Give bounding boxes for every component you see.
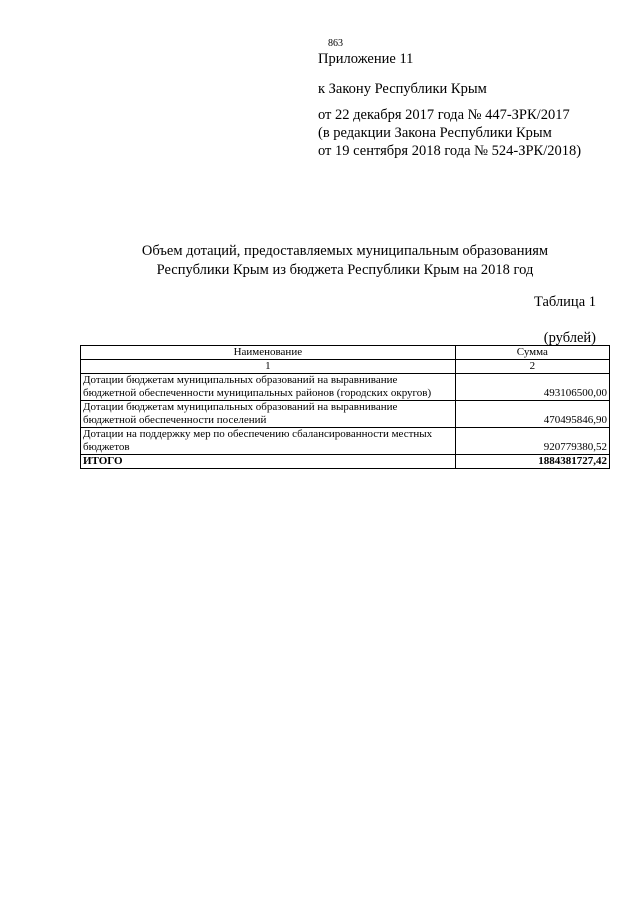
total-label: ИТОГО (81, 455, 456, 469)
page-number: 863 (328, 38, 343, 49)
row-name: Дотации на поддержку мер по обеспечению сбалансированности местных бюджетов (81, 428, 456, 455)
table-row (81, 401, 610, 428)
row-sum: 920779380,52 (455, 428, 609, 455)
table-row (81, 374, 610, 401)
annex-title: Приложение 11 (318, 51, 414, 67)
row-sum: 493106500,00 (455, 374, 609, 401)
annex-law-date: от 22 декабря 2017 года № 447-ЗРК/2017 (318, 107, 570, 123)
annex-revision-date: от 19 сентября 2018 года № 524-ЗРК/2018) (318, 143, 582, 159)
column-index-2: 2 (455, 360, 609, 374)
units-label: (рублей) (543, 330, 596, 346)
column-header-name: Наименование (81, 346, 456, 360)
table-row (81, 428, 610, 455)
table-header-row (81, 346, 610, 360)
row-name: Дотации бюджетам муниципальных образований на выравнивание бюджетной обеспеченности муниципальных районов (городских округов) (81, 374, 456, 401)
table-label: Таблица 1 (533, 294, 596, 310)
total-sum: 1884381727,42 (455, 455, 609, 469)
annex-revision-note: (в редакции Закона Республики Крым (318, 125, 552, 141)
row-sum: 470495846,90 (455, 401, 609, 428)
annex-header (318, 50, 581, 160)
column-header-sum: Сумма (455, 346, 609, 360)
column-index-1: 1 (81, 360, 456, 374)
table-total-row (81, 455, 610, 469)
document-title-line-2: Республики Крым из бюджета Республики Крым на 2018 год (156, 262, 534, 278)
annex-law-reference: к Закону Республики Крым (318, 81, 487, 97)
row-name: Дотации бюджетам муниципальных образований на выравнивание бюджетной обеспеченности поселений (81, 401, 456, 428)
document-title (80, 242, 610, 280)
subsidies-table (80, 345, 610, 469)
table-index-row (81, 360, 610, 374)
document-title-line-1: Объем дотаций, предоставляемых муниципальным образованиям (141, 243, 549, 259)
